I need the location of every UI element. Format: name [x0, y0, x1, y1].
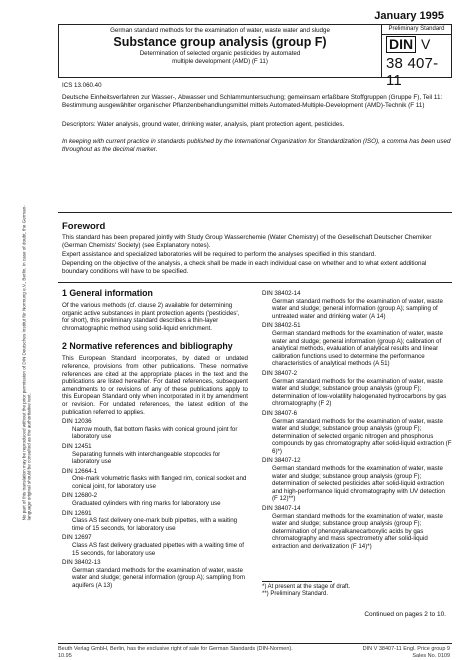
preliminary-label: Preliminary Standard [382, 25, 451, 35]
foreword-p2: Expert assistance and specialized laboratories will be required to perform the analyses specified in this standard. [62, 251, 376, 258]
reference-item [62, 443, 248, 466]
document-title: Substance group analysis (group F) [113, 35, 327, 49]
reference-code: DIN 12691 [62, 509, 92, 517]
footnote-1: *) At present at the stage of draft. [262, 583, 351, 590]
reference-item [262, 505, 452, 551]
reference-item [62, 418, 248, 441]
footer-sales-no: Sales No. 0109 [412, 653, 450, 659]
left-column [62, 288, 248, 590]
header-description-1: Determination of selected organic pesticides by automated [139, 50, 301, 57]
references-right [262, 290, 452, 551]
reference-title: Narrow mouth, flat bottom flasks with conical ground joint for laboratory use [72, 425, 238, 441]
reference-code: DIN 38407-12 [262, 457, 301, 465]
reference-title: One-mark volumetric flasks with flanged rim, conical socket and conical joint, for laboratory use [72, 475, 247, 490]
footer-date-code: 10.95 [58, 653, 72, 659]
right-column [262, 288, 452, 599]
header-number-block [382, 25, 451, 89]
section-1-title: 1 General information [62, 288, 153, 298]
reference-title: German standard methods for the examination of water, waste water and sludge; substance group analysis (group F); determination of phenoxyalkanecarboxylic acids by gas chromatography and mass spectrometry after solid-liquid extraction and derivatization (F 14)*) [272, 512, 443, 550]
divider [58, 212, 452, 213]
header-description-2: multiple development (AMD) (F 11) [172, 58, 268, 66]
foreword-title: Foreword [62, 221, 106, 232]
reference-title: German standard methods for the examination of water, waste water and sludge; substance group analysis (group F); determination of selected pesticides after solid-liquid extraction and high-performance liquid chromatography with UV detection (F 12)**) [272, 465, 446, 503]
reference-code: DIN 12451 [62, 442, 92, 450]
footnote-2: **) Preliminary Standard. [262, 591, 329, 598]
reference-item [62, 468, 248, 491]
german-title: Deutsche Einheitsverfahren zur Wasser-, Abwasser und Schlammuntersuchung; gemeinsam erfaßbare Stoffgruppen (Gruppe F), Teil 11: Bestimmung ausgewählter organischer Pflanzenbehandlungsmittel mittels Automated-Multiple-Development (AMD)-Technik (F 11) [62, 94, 443, 109]
reference-code: DIN 38402-13 [62, 559, 101, 567]
header-subtitle: German standard methods for the examination of water, waste water and sludge [110, 27, 330, 34]
section-2-title: 2 Normative references and bibliography [62, 341, 233, 352]
reference-title: Class AS fast delivery graduated pipettes with a waiting time of 15 seconds, for laboratory use [72, 542, 244, 557]
references-left [62, 418, 248, 589]
ics-code: ICS 13.060.40 [62, 82, 102, 89]
reference-code: DIN 12697 [62, 534, 92, 542]
header-title-block [59, 25, 382, 77]
issue-date: January 1995 [374, 10, 444, 22]
copyright-side-note: No part of this translation may be reproduced without the prior permission of DIN Deutsches Institut für Normung e.V., Berlin. In case of doubt, the German-language original should be consulted as the authoritative text. [21, 205, 32, 521]
reference-title: German standard methods for the examination of water, waste water and sludge; substance group analysis (group F); determination of selected organic nitrogen and phosphorus compounds by gas chromatography after solid-liquid extraction (F 6)*) [272, 417, 452, 455]
foreword-p1: This standard has been prepared jointly with Study Group Wasserchemie (Water Chemistry) of the Gesellschaft Deutscher Chemiker (German Chemists' Society) (see Explanatory notes). [62, 234, 432, 249]
footer-publisher: Beuth Verlag GmbH, Berlin, has the exclusive right of sale for German Standards (DIN-Normen). [58, 646, 293, 652]
reference-code: DIN 38407-6 [262, 409, 298, 417]
footer-divider [58, 643, 452, 644]
section-1-text: Of the various methods (cf. clause 2) available for determining organic active substances in plant protection agents ('pesticides', for short), this preliminary standard describes a thin-layer chromatographic method using solid-liquid enrichment. [62, 302, 240, 332]
footnote-rule [262, 581, 332, 582]
iso-note: In keeping with current practice in standards published by the International Organization for Standardization (ISO), a comma has been used throughout as the decimal marker. [62, 138, 451, 153]
reference-title: German standard methods for the examination of water, waste water and sludge; general information (group A); sampling from aquifers (A 13) [72, 566, 245, 589]
reference-code: DIN 12036 [62, 418, 92, 426]
standard-number: 38 407-11 [386, 55, 439, 89]
reference-title: German standard methods for the examination of water, waste water and sludge; substance group analysis (group F); determination of low-volatility halogenated hydrocarbons by gas chromatography (F 2) [272, 377, 447, 408]
reference-item [262, 290, 452, 320]
reference-title: Graduated cylinders with ring marks for laboratory use [72, 500, 221, 508]
reference-title: German standard methods for the examination of water, waste water and sludge; general information (group A); sampling of untreated water and drinking water (A 14) [272, 297, 443, 320]
reference-code: DIN 38402-51 [262, 322, 301, 330]
reference-item [62, 510, 248, 533]
section-2-text: This European Standard incorporates, by dated or undated reference, provisions from other publications. These normative references are cited at the appropriate places in the text and the publications are listed hereafter. For dated references, subsequent amendments to or revisions of any of these publications apply to this European Standard only when incorporated in it by amendment or revision. For undated references, the latest edition of the publication referred to applies. [62, 355, 248, 416]
continued-note: Continued on pages 2 to 10. [364, 611, 446, 618]
reference-item [262, 322, 452, 368]
reference-code: DIN 38407-2 [262, 369, 298, 377]
foreword-p3: Depending on the objective of the analysis, a check shall be made in each individual case on whether and to what extent additional boundary conditions will have to be specified. [62, 260, 427, 275]
reference-item [62, 492, 248, 507]
reference-item [262, 370, 452, 408]
divider [58, 282, 452, 283]
reference-code: DIN 12664-1 [62, 467, 98, 475]
reference-title: Class AS fast delivery one-mark bulb pipettes, with a waiting time of 15 seconds, for laboratory use [72, 517, 238, 532]
reference-code: DIN 12680-2 [62, 492, 98, 500]
din-logo: DIN [386, 36, 416, 53]
side-margin [2, 200, 44, 530]
reference-item [262, 457, 452, 503]
reference-item [262, 410, 452, 456]
reference-code: DIN 38402-14 [262, 290, 301, 297]
reference-title: German standard methods for the examination of water, waste water and sludge; general information (group A); calibration of analytical methods, evaluation of analytical results and linear calibration functions used to determine the performance characteristics of analytical methods (A 51) [272, 329, 443, 368]
reference-code: DIN 38407-14 [262, 505, 301, 513]
descriptors: Descriptors: Water analysis, ground water, drinking water, analysis, plant protection agent, pesticides. [62, 121, 345, 128]
din-version: V [421, 36, 431, 52]
footer-price: DIN V 38407-11 Engl. Price group 9 [362, 646, 450, 652]
reference-title: Separating funnels with interchangeable stopcocks for laboratory use [72, 450, 221, 466]
reference-item [62, 534, 248, 557]
reference-item [62, 559, 248, 589]
